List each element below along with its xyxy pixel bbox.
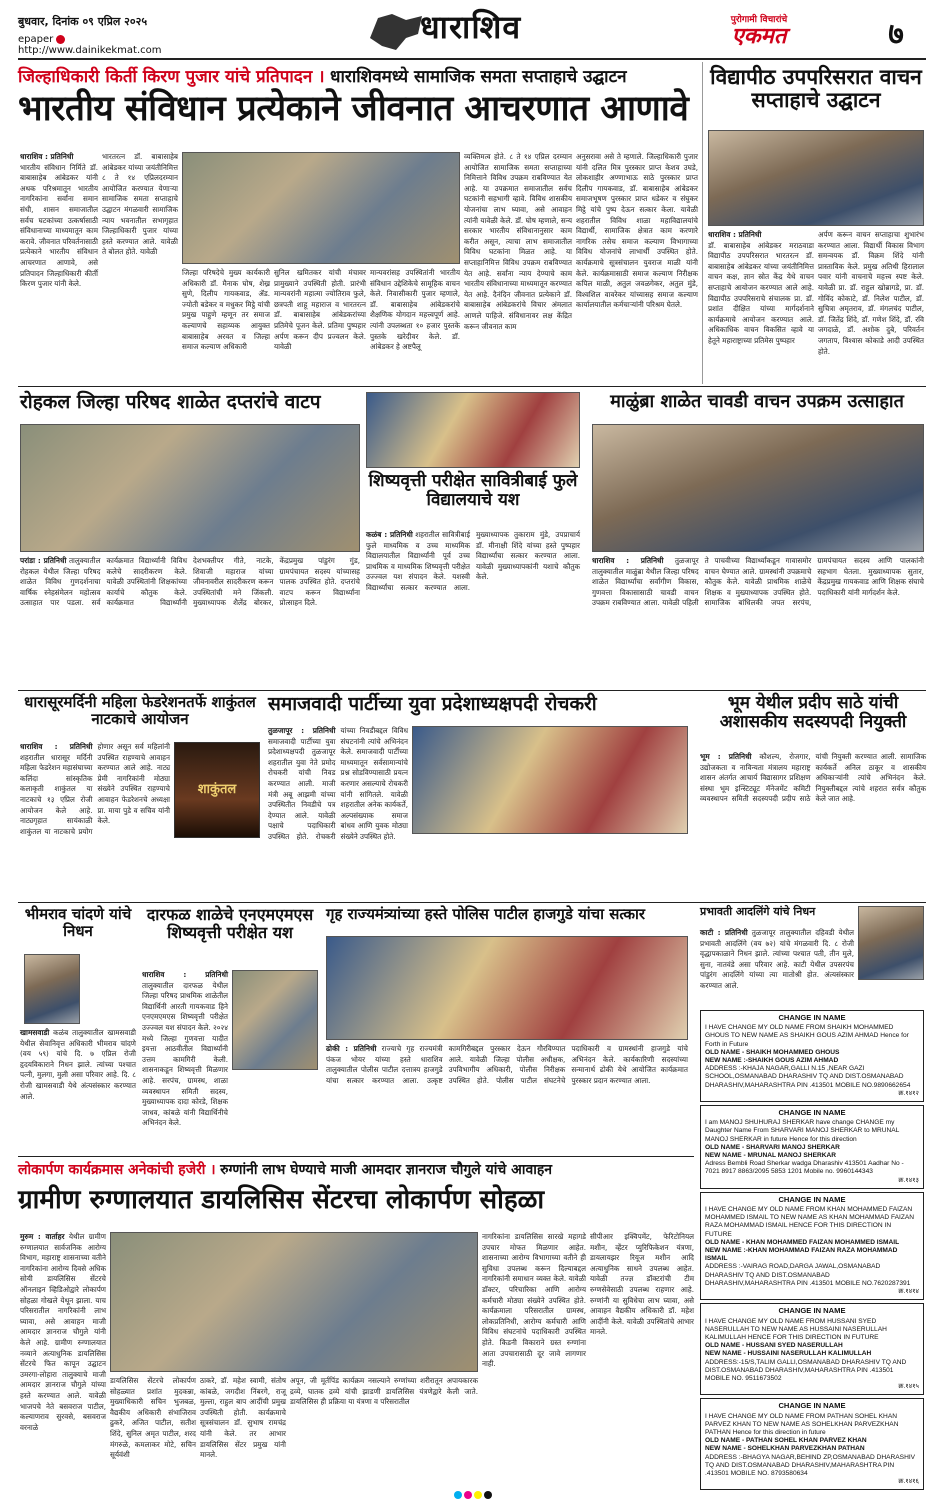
ad-old-name: OLD NAME - PATHAN SOHEL KHAN PARVEZ KHAN	[705, 1437, 867, 1445]
ad-old-name: OLD NAME - SHARVARI MANOJ SHERKAR	[705, 1143, 840, 1151]
ad-new-name: NEW NAME :-SHAIKH GOUS AZIM AHMAD	[705, 1057, 839, 1065]
darfal-text: तालुक्यातील दारफळ येथील जिल्हा परिषद प्राथमिक शाळेतील विद्यार्थिनी आरती गायकवाड हिने एनएमएमएस शिष्यवृत्ती परीक्षेत उज्ज्वल यश संपादन केले. २०२४ मध्ये जिल्हा गुणवत्ता यादीत इयत्ता आठवीतील विद्यार्थ्यांनी उत्तम कामगिरी केली. शासनाकडून शिष्यवृत्ती मिळणार आहे. सरपंच, ग्रामस्थ, शाळा व्यवस्थापन समिती सदस्य, मुख्याध्यापक दादा कोरडे, शिक्षक जाधव, कांबळे यांनी विद्यार्थिनीचे अभिनंदन केले.	[142, 980, 228, 1128]
poster-title: शाकुंतल	[197, 782, 237, 797]
gramin-text-2: डायलिसिस सेंटरचे लोकार्पण सोहळ्यात प्रशांत मुदकन्ना, मुख्याधिकारी सचिन भुजबळ, वैद्यकीय अधिकारी संभाजिराव ढुकरे, अजित पाटील, सतीश शिंदे, सुनिल अमृत पाटील, शरद मंगरुळे, कमलाकर मोटे, सचिन सूर्यवंशी	[110, 1376, 196, 1460]
lead-text-3: जिल्हा परिषदेचे मुख्य कार्यकारी अधिकारी डॉ. मैनाक घोष, शेख्र सुणे, दिलीप गायकवाड, ॲड. ज्योती बडेकर व मधुकर मिट्ठे यांची प्रमुख पाहुणे म्हणून तर समाज कल्याणचे सहाय्यक आयुक्त बाबासाहेब अरवत व जिल्हा समाज कल्याण अधिकारी	[182, 268, 270, 352]
bhimrao-portrait	[24, 954, 80, 1024]
ad-title: CHANGE IN NAME	[778, 1194, 846, 1204]
classified-ad	[700, 1010, 924, 1102]
natak-poster	[174, 742, 260, 838]
district-map-icon	[366, 8, 426, 54]
dharasurmardini-body	[20, 742, 170, 898]
samajwadi-text: समाजवादी पार्टीच्या युवा प्रदेशाध्यक्षपदी तुळजापूर शहरातील युवा नेते प्रमोद रोचकरी यांची निवड करण्यात आली. माजी मंत्री अबू आझमी यांच्या उपस्थितीत निवडीचे पत्र देण्यात आले. यावेळी पक्षाचे पदाधिकारी उपस्थित होते. रोचकरी यांच्या निवडीबद्दल विविध संघटनांनी त्यांचे अभिनंदन केले. समाजवादी पार्टीच्या माध्यमातून सर्वसामान्यांचे प्रश्न सोडविण्यासाठी प्रयत्न करणार असल्याचे रोचकरी यांनी सांगितले. यावेळी शहरातील अनेक कार्यकर्ते, अल्पसंख्याक समाज बांधव आणि युवक मोठ्या संख्येने उपस्थित होते.	[268, 726, 408, 841]
darfal-body	[142, 970, 228, 1152]
vidyapeeth-text-1: डॉ. बाबासाहेब आंबेडकर मराठवाडा विद्यापीठ उपपरिसरात भारतरत्न डॉ. बाबासाहेब आंबेडकर यांच्या जयंतीनिमित्त वाचन कक्ष, ज्ञान स्रोत केंद्र येथे वाचन सप्ताहाचे आयोजन करण्यात आले आहे. विद्यापीठ उपपरिसराचे संचालक प्रा. डॉ. प्रशांत दीक्षित यांच्या मार्गदर्शनाने कार्यक्रमाचे आयोजन करण्यात आले. अधिकाधिक वाचन विकसित व्हावे या हेतूने महाराष्ट्राच्या प्रतिमेस पुष्पहार	[708, 240, 814, 345]
dharasurmardini-byline: धाराशिव : प्रतिनिधी	[20, 742, 93, 751]
bhoom-headline: भूम येथील प्रदीप साठे यांची अशासकीय सदस्यपदी नियुक्ती	[719, 693, 907, 732]
ad-old-name: OLD NAME - SHAIKH MOHAMMED GHOUS	[705, 1048, 840, 1056]
prabhavati-body	[700, 928, 854, 1008]
ad-old-name: OLD NAME - KHAN MOHAMMED FAIZAN MOHAMMED ISMAIL	[705, 1238, 900, 1246]
bhimrao-headline: भीमराव चांदणे यांचे निधन	[24, 905, 132, 940]
rohkal-photo	[20, 424, 360, 552]
gramin-photo	[110, 1232, 478, 1372]
row-divider	[18, 386, 926, 387]
shishyavrutti-body	[366, 530, 580, 686]
ad-code: क्र.१४१३	[898, 1176, 919, 1184]
bhimrao-text: कळंब तालुक्यातील खामसवाडी येथील सेवानिवृत्त अधिकारी भीमराव चांदणे (वय ५९) यांचे दि. ७ एप्रिल रोजी हृदयविकाराने निधन झाले. त्यांच्या पश्चात पत्नी, मुलगा, मुली असा परिवार आहे. दि. ८ रोजी खामसवाडी येथे अंत्यसंस्कार करण्यात आले.	[20, 1028, 136, 1101]
vidyapeeth-photo	[708, 130, 924, 226]
classified-ad	[700, 1105, 924, 1189]
lead-photo	[182, 152, 460, 264]
prabhavati-text: तुळजापूर तालुक्यातील दहिवडी येथील प्रभावती आदलिंगे (वय ७२) यांचे मंगळवारी दि. ८ रोजी वृद्धापकाळाने निधन झाले. त्यांच्या पश्चात पती, तीन मुले, सुना, नातवंडे असा परिवार आहे. काटी येथील उपसरपंच पांडुरंग आदलिंगे यांच्या त्या मातोश्री होत. अंत्यसंस्कार करण्यात आले.	[700, 928, 854, 990]
ad-new-name: NEW NAME - SOHELKHAN PARVEZKHAN PATHAN	[705, 1445, 865, 1453]
dharasurmardini-text: शहरातील धारासूर मर्दिनी महिला फेडरेशन महासंघाच्या कलिंदा सांस्कृतिक कलाकृती शाकुंतल या नाटकाचे १३ एप्रिल रोजी आयोजन केले आहे. नाट्यगृहात सायंकाळी शाकुंतल या नाटकाचे प्रयोग होणार असून सर्व महिलांनी उपस्थित राहण्याचे आवाहन करण्यात आले आहे. नाट्य प्रेमी नागरिकांनी मोठ्या संख्येने उपस्थित राहण्याचे आवाहन फेडरेशनचे अध्यक्षा प्रा. माया पुडे व सचिव यांनी केले.	[20, 742, 170, 836]
gramin-col-4	[290, 1376, 478, 1478]
samajwadi-photo	[412, 726, 688, 834]
grih-text: राज्याचे गृह राज्यमंत्री पंकज भोयर यांच्या हस्ते धाराशिव तालुक्यातील पोलीस पाटील दत्तात्रय हाजगुडे यांचा सत्कार करण्यात आला. उत्कृष्ट कामगिरीबद्दल पुरस्कार देऊन गौरविण्यात आले. यावेळी जिल्हा पोलीस अधीक्षक, उपविभागीय अधिकारी, पोलीस निरीक्षक उपस्थित होते. पोलीस पाटील संघटनेचे पदाधिकारी व ग्रामस्थांनी हाजगुडे यांचे अभिनंदन केले. कार्यकारिणी सदस्यांच्या सन्मानार्थ ढोकी येथे आयोजित कार्यक्रमात पुरस्कार प्रदान करण्यात आला.	[326, 1044, 688, 1085]
ad-code: क्र.१४१५	[898, 1383, 919, 1391]
globe-icon	[56, 35, 65, 44]
malumbra-body	[592, 556, 924, 686]
masthead-left	[18, 14, 198, 54]
prabhavati-byline: काटी : प्रतिनिधी	[700, 928, 748, 937]
darfal-headline: दारफळ शाळेचे एनएमएमएस शिष्यवृत्ती परीक्षेत यश	[146, 905, 314, 942]
gramin-byline: मुरुम : वार्ताहर	[20, 1232, 65, 1241]
lead-byline: धाराशिव : प्रतिनिधी	[20, 152, 74, 161]
brand-tagline: पुरोगामी विचारांचे	[730, 15, 788, 25]
gramin-kicker-red: लोकार्पण कार्यक्रमास अनेकांची हजेरी ।	[18, 1162, 216, 1178]
grih-photo	[326, 936, 688, 1040]
vidyapeeth-byline: धाराशिव : प्रतिनिधी	[708, 230, 762, 239]
lead-kicker-red: जिल्हाधिकारी किर्ती किरण पुजार यांचे प्रतिपादन ।	[18, 67, 325, 87]
rohkal-headline: रोहकल जिल्हा परिषद शाळेत दप्तरांचे वाटप	[20, 391, 321, 413]
ad-title: CHANGE IN NAME	[778, 1013, 846, 1022]
ad-code: क्र.१४१२	[898, 1089, 919, 1097]
vidyapeeth-col-1	[708, 230, 814, 384]
lead-text-5: मान्यवरांसह उपस्थितांनी भारतीय संविधान उद्देशिकेचे सामूहिक वाचन केले. निवासीकारी पुजार म्हणाले, डॉ. बाबासाहेब आंबेडकरांचे शैक्षणिक योगदान महत्त्वपूर्ण आहे. त्यांनी उपलब्धता १० हजार पुस्तके पुस्तके खरेदीवर केले. डॉ. आंबेडकर हे अष्टपैलू	[370, 268, 460, 352]
samajwadi-body	[268, 726, 408, 898]
gramin-headline: ग्रामीण रुग्णालयात डायलिसिस सेंटरचा लोकार्पण सोहळा	[18, 1185, 545, 1215]
classifieds-column	[700, 1010, 924, 1486]
gramin-col-5	[482, 1232, 586, 1478]
lead-col-4	[274, 268, 366, 382]
ad-body: I am MANOJ SHUHURAJ SHERKAR have change CHANGE my Daughter Name From SHARVARI MANOJ SHERKAR to MRUNAL MANOJ SHERKAR in future Hence for this direction	[705, 1119, 900, 1143]
gramin-col-1	[20, 1232, 106, 1478]
grih-byline: ढोकी : प्रतिनिधी	[326, 1044, 377, 1053]
brand-logo	[698, 12, 820, 54]
grih-body	[326, 1044, 688, 1152]
lead-kicker	[18, 64, 698, 88]
gramin-text-5: नागरिकांना डायलिसिस सारखे महागडे उपचार मोफत मिळणार आहेत. शासनाच्या आरोग्य विभागाच्या वतीने ही सुविधा उपलब्ध करून दिल्याबद्दल नागरिकांनी समाधान व्यक्त केले. यावेळी डॉक्टर, परिचारिका आणि आरोग्य कर्मचारी मोठ्या संख्येने उपस्थित होते. कार्यक्रमाला परिसरातील ग्रामस्थ, लोकप्रतिनिधी, आरोग्य कर्मचारी आणि विविध संघटनांचे पदाधिकारी उपस्थित होते. किडनी विकाराने ग्रस्त रुग्णांना आता उपचारासाठी दूर जावे लागणार नाही.	[482, 1232, 586, 1369]
gramin-kicker-rest: रुग्णांनी लाभ घेण्याचे माजी आमदार ज्ञानराज चौगुले यांचे आवाहन	[220, 1162, 553, 1178]
prabhavati-portrait	[858, 906, 924, 980]
darfal-student-photo	[232, 970, 318, 1070]
gramin-text-3: ठाकरे, डॉ. महेश स्वामी, संतोष कांबळे, जगदीश निंबरगे, राजू मुल्ला, राहुल बाप आदींची प्रमुख उपस्थिती होती. कार्यक्रमाचे सूत्रसंचालन डॉ. सुभाष रामचंद्र यांनी केले. तर आभार डायलिसिस सेंटर प्रमुख यांनी मानले.	[200, 1376, 286, 1460]
ad-code: क्र.१४१६	[898, 1478, 919, 1486]
classified-ad	[700, 1303, 924, 1395]
shishyavrutti-byline: कळंब : प्रतिनिधी	[366, 530, 413, 539]
lead-kicker-rest: धाराशिवमध्ये सामाजिक समता सप्ताहाचे उद्घाटन	[330, 67, 627, 87]
epaper-label: epaper	[18, 34, 54, 45]
ad-address: ADDRESS :-VAIRAG ROAD,DARGA JAWAL,OSMANABAD DHARASHIV TQ AND DIST.OSMANABAD DHARASHIV,MAHARASHTRA PIN .413501 MOBILE NO.7620287391	[705, 1263, 911, 1287]
rohkal-text: तालुक्यातील रोहकल येथील जिल्हा परिषद शाळेत विविध गुणदर्शनाचा वार्षिक स्नेहसंमेलन महोत्सव उत्साहात पार पडला. सर्व कार्यक्रमात विद्यार्थ्यांनी विविध कलेचे सादरीकरण केले. यावेळी उपस्थितांनी शिक्षकांच्या कार्याचे कौतुक केले. कार्यक्रमात विद्यार्थ्यांनी देशभक्तीपर गीते, नाटके, शिवाजी महाराज यांच्या जीवनावरील सादरीकरण करून उपस्थितांची मने जिंकली. मुख्याध्यापक शैलेंद्र बोरकर, केंद्रप्रमुख पांडुरंग गुंड, ग्रामपंचायत सदस्य यांच्यासह पालक उपस्थित होते. दप्तरांचे वाटप करून विद्यार्थ्यांना प्रोत्साहन दिले.	[20, 556, 360, 608]
gramin-col-6	[590, 1232, 694, 1478]
page-number: ७	[888, 17, 904, 52]
row-divider	[18, 690, 926, 691]
ad-address: Adress Bembli Road Sherkar wadga Dharashiv 413501 Aadhar No - 7021 8917 8863/2095 5853 1201 Mobile no. 9960144343	[705, 1160, 904, 1176]
yellow-dot	[474, 1491, 482, 1499]
ad-title: CHANGE IN NAME	[778, 1108, 846, 1118]
prabhavati-headline: प्रभावती आदलिंगे यांचे निधन	[700, 905, 816, 918]
cyan-dot	[454, 1491, 462, 1499]
lead-text-6: व्यक्तिमत्व होते. ८ ते १४ एप्रिल दरम्यान आयोजित सामाजिक समता सप्ताहाच्या निमित्ताने विविध उपक्रम राबविण्यात येत आहे. या उपक्रमात समाजातील सर्वच घटकांनी सहभागी व्हावे. विविध शासकीय योजनांचा लाभ घ्यावा, असे आवाहन त्यांनी यावेळी केले. डॉ. घोष म्हणाले, सन्य सरकार भारतीय संविधानानुसार काम करीत असून, त्याचा लाभ समाजातील विविध घटकांना मिळत आहे. या सप्ताहानिमित्त विविध उपक्रम राबविण्यात येत आहे. सर्वांना न्याय देण्याचे काम भारतीय संविधानाच्या माध्यमातून करण्यात येत आहे. दैनंदिन जीवनात प्रत्येकाने डॉ. बाबासाहेब आंबेडकरांचे विचार अंमलात आणले पाहिजे. संविधानावर लक्ष केंद्रित करून जीवनात काम	[464, 152, 572, 331]
ad-title: CHANGE IN NAME	[778, 1306, 846, 1316]
black-dot	[484, 1491, 492, 1499]
dharasurmardini-headline: धारासूरमर्दिनी महिला फेडरेशनतर्फे शाकुंतल नाटकाचे आयोजन	[24, 693, 256, 728]
ad-new-name: NEW NAME :-KHAN MOHAMMAD FAIZAN RAZA MOHAMMAD ISMAIL	[705, 1247, 898, 1263]
lead-text-7: अनुसरावा असे ते म्हणाले. जिल्हाधिकारी पुजार यांनी दलित मित्र पुरस्कार प्राप्त केशव उघडे, लोकशाहीर अण्णाभाऊ साठे पुरस्कार प्राप्त दिलीप गायकवाड, डॉ. बाबासाहेब आंबेडकर समाजभूषण पुरस्कार प्राप्त धडेकर व संघुकर मिट्ठे यांचे पुष्प देऊन सत्कार केला. यावेळी शहरातील विविध शाळा महाविद्यालयांचे विद्यार्थी, सामाजिक क्षेत्रात काम करणारे नागरिक तसेच समाज कल्याण विभागाच्या विविध योजनांचे लाभार्थी उपस्थित होते. कार्यक्रमाचे सूत्रसंचालन युवराज माळी यांनी केले. कार्यक्रमासाठी समाज कल्याण निरीक्षक कपिल माळी, अतुल जवळगेकर, अतुल मुंडे, विश्वशिल वावरेकर यांच्यासह समाज कल्याण कार्यालयातील कर्मचाऱ्यांनी परिश्रम घेतले.	[576, 152, 698, 310]
classified-ad	[700, 1398, 924, 1490]
ad-body: I HAVE CHANGE MY OLD NAME FROM KHAN MOHAMMED FAIZAN MOHAMMED ISMAIL TO NEW NAME AS KHAN MOHAMMAD FAIZAN RAZA MOHAMMAD ISMAIL HENCE FOR THIS DIRECTION IN FUTURE	[705, 1206, 915, 1238]
grih-headline: गृह राज्यमंत्र्यांच्या हस्ते पोलिस पाटील हाजगुडे यांचा सत्कार	[326, 905, 646, 923]
bhoom-body	[700, 752, 926, 898]
samajwadi-headline: समाजवादी पार्टीच्या युवा प्रदेशाध्यक्षपदी रोचकरी	[268, 693, 597, 715]
shishyavrutti-headline: शिष्यवृत्ती परीक्षेत सावित्रीबाई फुले विद्यालयाचे यश	[368, 471, 578, 510]
rohkal-byline: परांडा : प्रतिनिधी	[20, 556, 67, 565]
shishyavrutti-photo	[366, 392, 580, 468]
lead-text-2: भारतरत्न डॉ. बाबासाहेब आंबेडकर यांच्या जयंतीनिमित्त ८ ते १४ एप्रिलदरम्यान आयोजित करण्यात येणाऱ्या सामाजिक समता सप्ताहाचे उद्घाटन मंगळवारी सामाजिक न्याय भवनातील सभागृहात जिल्हाधिकारी पुजार यांच्या हस्ते करण्यात आले. यावेळी ते बोलत होते. यावेळी	[102, 152, 178, 257]
masthead-divider	[18, 58, 926, 60]
gramin-col-2	[110, 1376, 196, 1478]
bhoom-byline: भूम : प्रतिनिधी	[700, 752, 752, 761]
lead-col-7	[576, 152, 698, 382]
gramin-col-3	[200, 1376, 286, 1478]
column-divider	[702, 62, 703, 384]
lead-text-4: सुनिल खमितकर यांची मंचावर प्रामुख्याने उपस्थिती होती. प्रारंभी मान्यवरांनी महात्मा ज्योतिराव फुले, छत्रपती शाहू महाराज व भारतरत्न डॉ. बाबासाहेब आंबेडकरांच्या प्रतिमेचे पूजन केले. प्रतिमा पुष्पहार अर्पण करून दीप प्रज्वलन केले. यावेळी	[274, 268, 366, 352]
bhimrao-body	[20, 1028, 136, 1152]
shishyavrutti-text: शहरातील सावित्रीबाई फुले माध्यमिक व उच्च माध्यमिक विद्यालयातील विद्यार्थ्यांनी पूर्व उच्च प्राथमिक व माध्यमिक शिष्यवृत्ती परीक्षेत उज्ज्वल यश संपादन केले. यशस्वी विद्यार्थ्यांचा सत्कार करण्यात आला. मुख्याध्यापक तुकाराम मुंडे, उपप्राचार्य डॉ. मीनाक्षी शिंदे यांच्या हस्ते पुष्पहार विद्यार्थ्यांचा सत्कार करण्यात आला. यावेळी मुख्याध्यापकांनी यशाचे कौतुक केले.	[366, 530, 580, 592]
vidyapeeth-col-2	[818, 230, 924, 384]
row-divider	[18, 902, 926, 903]
gramin-text-1: येथील ग्रामीण रुग्णालयात सार्वजनिक आरोग्य विभाग, महाराष्ट्र शासनाच्या वतीने नागरिकांना आरोग्य दिवसे अधिक सोयी डायलिसिस सेंटरचे ऑनलाइन व्हिडिओद्वारे लोकार्पण सोहळा गोखले येथून झाला. याच परिसरातील नागरिकांनी लाभ घ्यावा, असे आवाहन माजी आमदार ज्ञानराज चौगुले यांनी केले आहे. ग्रामीण रुग्णालयात नव्याने अत्याधुनिक डायलिसिस सेंटरचे फित कापून उद्घाटन उमरगा-लोहारा तालुक्याचे माजी आमदार ज्ञानराज चौगुले यांच्या हस्ते करण्यात आले. यावेळी भाजपचे नेते बसवराज पाटील, कल्याणराव सुरवसे, बसवराज वरनाळे	[20, 1232, 106, 1432]
ad-address: ADDRESS:-15/S,TALIM GALLI,OSMANABAD DHARASHIV TQ AND DIST.OSMANABAD DHARASHIV,MAHARASHTRA PIN .413501 MOBILE NO. 9511673502	[705, 1358, 907, 1382]
ad-old-name: OLD NAME - HUSSANI SYED NASERULLAH	[705, 1342, 843, 1350]
darfal-byline: धाराशिव : प्रतिनिधी	[142, 970, 228, 979]
website-link[interactable]: http://www.dainikekmat.com	[18, 45, 162, 56]
malumbra-text: तुळजापूर तालुक्यातील माळुंब्रा येथील जिल्हा परिषद शाळेत विद्यार्थ्यांचा सर्वांगीण विकास, गुणवत्ता विकासासाठी चावडी वाचन उपक्रम राबविण्यात आला. यावेळी पहिली ते पाचवीच्या विद्यार्थ्यांकडून गावासमोर वाचन घेण्यात आले. ग्रामस्थांनी उपक्रमाचे कौतुक केले. यावेळी प्राथमिक शाळेचे शिक्षक व मुख्याध्यापक उपस्थित होते. सामाजिक बांधिलकी जपत सरपंच, ग्रामपंचायत सदस्य आणि पालकांनी सहभाग घेतला. मुख्याध्यापक सुतार, केंद्रप्रमुख गायकवाड आणि शिक्षक संघाचे पदाधिकारी यांनी मार्गदर्शन केले.	[592, 556, 924, 608]
ad-body: I HAVE CHANGE MY OLD NAME FROM PATHAN SOHEL KHAN PARVEZ KHAN TO NEW NAME AS SOHELKHAN PARVEZKHAN PATHAN Hence for this direction in future	[705, 1412, 899, 1436]
ad-body: I HAVE CHANGE MY OLD NAME FROM HUSSANI SYED NASERULLAH TO NEW NAME AS HUSSAINI NASERULLAH KALIMULLAH HENCE FOR THIS DIRECTION IN FUTURE	[705, 1317, 887, 1341]
bhimrao-byline: खामसवाडी	[20, 1028, 50, 1037]
registration-marks	[0, 1484, 945, 1498]
gramin-text-6: सीपीआर इक्विपमेंट, फेरिटोनियल मशीन, व्हेंटर प्युरिफिकेशन यंत्रणा, डायलायझर रियूज मशीन आदि अत्याधुनिक साधने उपलब्ध आहेत. यावेळी तज्ज्ञ डॉक्टरांची टीम रुग्णसेवेसाठी उपलब्ध राहणार आहे. रुग्णांनी या सुविधेचा लाभ घ्यावा, असे आवाहन वैद्यकीय अधिकारी डॉ. महेश आदींनी केले. यावेळी उपस्थितांचे आभार मानले.	[590, 1232, 694, 1337]
gramin-text-4: अपून, जी मूर्तपिंड कार्यक्रम नसल्याने रुग्णांच्या शरीरातून अपायकारक द्रव्ये, घातक द्रव्ये यांची झाडणी डायलिसिस यंत्रणेद्वारे केली जाते. डायलिसिस ही प्रक्रिया या यंत्रणा व परिसरातील	[290, 1376, 478, 1407]
lead-col-6	[464, 152, 572, 382]
gramin-kicker	[18, 1160, 694, 1182]
brand-name: एकमत	[731, 24, 787, 49]
lead-col-5	[370, 268, 460, 382]
ad-address: ADDRESS :-BHAGYA NAGAR,BEHIND ZP,OSMANABAD DHARASHIV TQ AND DIST.OSMANABAD DHARASHIV,MAHARASHTRA PIN .413501 MOBILE NO. 8793580634	[705, 1453, 916, 1477]
lead-text-1: भारतीय संविधान निर्मिते डॉ. बाबासाहेब आंबेडकर यांनी अथक परिश्रमातून भारतीय नागरिकांना सर्वांना समान संधी, शासन समाजातील सर्वच घटकांच्या उत्कर्षासाठी संविधानाच्या माध्यमातून काम करावे. जीवनात परिवर्तनासाठी प्रत्येकाने भारतीय संविधान आचरणात आणावे, असे प्रतिपादन जिल्हाधिकारी कीर्ती किरण पुजार यांनी केले.	[20, 162, 98, 289]
ad-address: ADDRESS :-KHAJA NAGAR,GALLI N.15 ,NEAR GAZI SCHOOL,OSMANABAD DHARASHIV TQ AND DIST.OSMANABAD DHARASHIV,MAHARASHTRA PIN .413501 MOBILE NO.9890662654	[705, 1065, 911, 1089]
vidyapeeth-text-2: अर्पण करून वाचन सप्ताहाचा शुभारंभ करण्यात आला. विद्यार्थी विकास विभाग समन्वयक डॉ. विक्रम शिंदे यांनी प्रास्ताविक केले. प्रमुख अतिथी हिरालाल पवार यांनी वाचनाचे महत्त्व स्पष्ट केले. यावेळी प्रा. डॉ. राहुल खोब्रागडे, प्रा. डॉ. गोविंद कोकाटे, डॉ. निलेश पाटील, डॉ. सुचित्रा अमृतराव, डॉ. मंगलचंद पाटील, डॉ. जितेंद्र शिंदे, डॉ. गणेश शिंदे, डॉ. रवि जगदाळे, डॉ. अशोक दुबे, परिवर्तन जगताप, विश्वास कोकाडे आदी उपस्थित होते.	[818, 230, 924, 356]
lead-col-3	[182, 268, 270, 382]
rohkal-body	[20, 556, 360, 686]
malumbra-headline: माळुंब्रा शाळेत चावडी वाचन उपक्रम उत्साहात	[610, 391, 904, 412]
samajwadi-byline: तुळजापूर : प्रतिनिधी	[268, 726, 336, 735]
classified-ad	[700, 1192, 924, 1300]
malumbra-photo	[592, 424, 924, 552]
vidyapeeth-headline: विद्यापीठ उपपरिसरात वाचन सप्ताहाचे उद्घाटन	[710, 65, 922, 113]
ad-new-name: NEW NAME - MRUNAL MANOJ SHERKAR	[705, 1152, 837, 1160]
ad-body: I HAVE CHANGE MY OLD NAME FROM SHAIKH MOHAMMED GHOUS TO NEW NAME AS SHAIKH GOUS AZIM AHMAD Hence for Forth in Future	[705, 1024, 909, 1048]
row-divider	[18, 1156, 694, 1157]
lead-col-2	[102, 152, 178, 382]
magenta-dot	[464, 1491, 472, 1499]
ad-new-name: NEW NAME - HUSSAINI NASERULLAH KALIMULLAH	[705, 1350, 872, 1358]
malumbra-byline: धाराशिव : प्रतिनिधी	[592, 556, 664, 565]
lead-headline: भारतीय संविधान प्रत्येकाने जीवनात आचरणात आणावे	[18, 89, 689, 129]
section-title: धाराशिव	[420, 8, 522, 46]
bhoom-text: कौशल्य, रोजगार, उद्योजकता व नाविन्यता मंत्रालय महाराष्ट्र शासन अंतर्गत आचार्य विद्यासागर प्रशिक्षण संस्था भूम इन्स्टिट्यूट मॅनेजमेंट कमिटी व्यवस्थापन समिती सदस्यपदी प्रदीप साठे यांची नियुक्ती करण्यात आली. सामाजिक कार्यकर्ते अनिल ठाकूर व शासकीय अधिकाऱ्यांनी त्यांचे अभिनंदन केले. नियुक्तीबद्दल त्यांचे शहरात सर्वत्र कौतुक केले जात आहे.	[700, 752, 926, 804]
lead-col-1	[20, 152, 98, 382]
date-line: बुधवार, दिनांक ०९ एप्रिल २०२५	[18, 15, 148, 28]
ad-title: CHANGE IN NAME	[778, 1401, 846, 1411]
ad-code: क्र.१४१४	[898, 1288, 919, 1296]
